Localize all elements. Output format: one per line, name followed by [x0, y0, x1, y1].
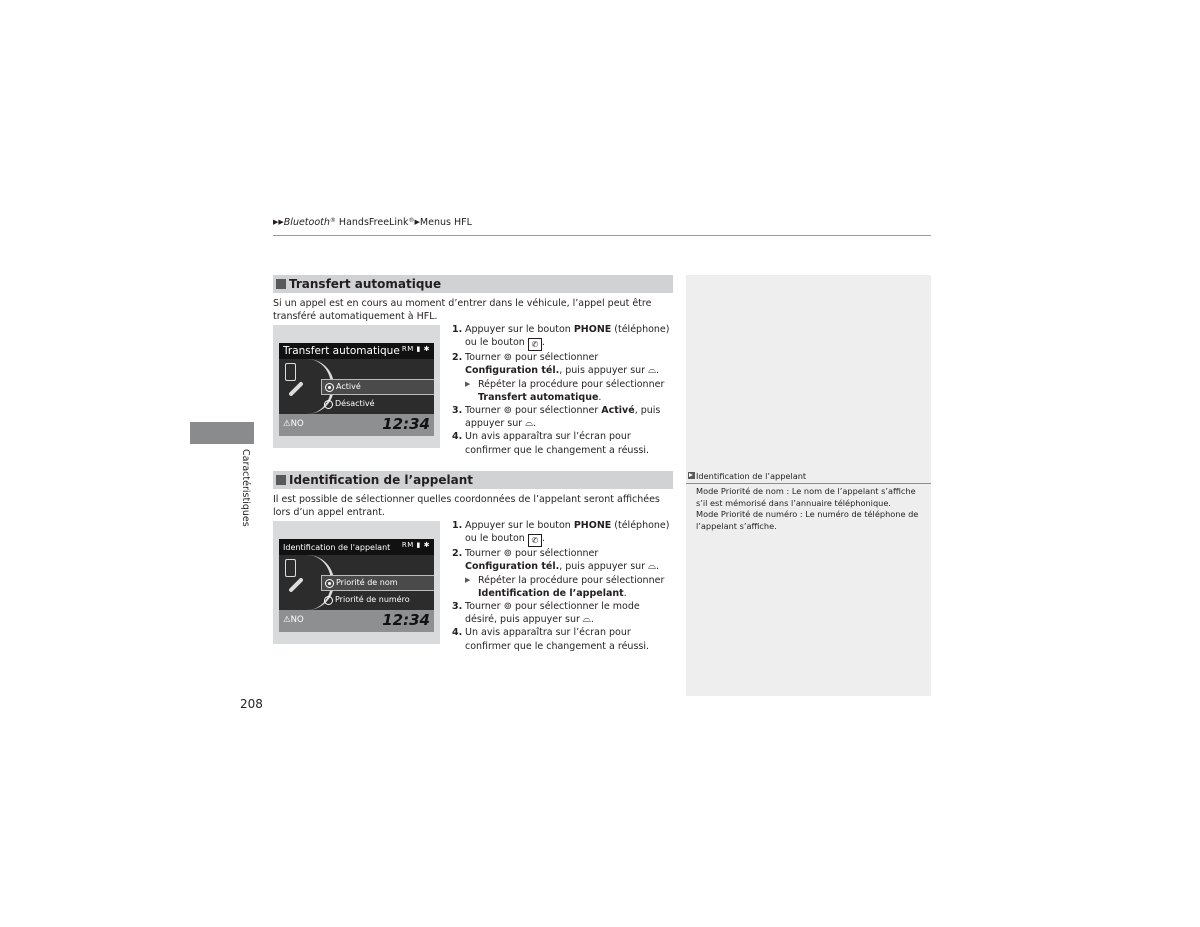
step-4: 4. Un avis apparaîtra sur l’écran pour confirmer que le changement a réussi. — [452, 627, 650, 652]
sub-arrow-icon: ▶ — [465, 379, 471, 388]
clock: 12:34 — [382, 611, 430, 629]
press-knob-icon: ⌓ — [648, 561, 657, 573]
radio-off-icon — [324, 400, 333, 409]
screen-title: Transfert automatique — [283, 345, 400, 357]
breadcrumb-handsfreelink: HandsFreeLink — [335, 217, 409, 228]
chapter-tab — [190, 422, 254, 444]
navigation-status: ⚠NO — [283, 615, 304, 625]
header-rule — [273, 235, 931, 236]
display-screen — [279, 539, 434, 632]
step-2: 2. Tourner ⊚ pour sélectionner Configuration tél., puis appuyer sur ⌓. ▶ Répéter la procédure pour sélectionner Transfert automatique. — [452, 351, 674, 404]
option-label: Activé — [336, 382, 361, 391]
step-2-sub: ▶ Répéter la procédure pour sélectionner Identification de l’appelant. — [465, 574, 665, 599]
section-heading-transfer — [273, 275, 673, 293]
registered-mark: ® — [329, 217, 336, 224]
section-heading-text: Identification de l’appelant — [289, 473, 473, 487]
chapter-label: Caractéristiques — [240, 449, 251, 527]
screen-status-bar — [279, 414, 434, 436]
section-intro: Si un appel est en cours au moment d’entrer dans le véhicule, l’appel peut être transféré automatiquement à HFL. — [273, 298, 652, 322]
press-knob-icon: ⌓ — [582, 614, 591, 626]
selector-knob-icon: ⊚ — [503, 352, 512, 364]
phone-button-icon: ✆ — [528, 338, 542, 351]
option-label: Priorité de numéro — [335, 595, 410, 604]
option-label: Priorité de nom — [336, 578, 398, 587]
section-square-icon — [276, 279, 286, 289]
phone-icon — [285, 363, 296, 381]
option-unselected — [321, 397, 375, 411]
note-heading — [688, 470, 930, 482]
screen-figure — [273, 521, 440, 644]
step-2-sub: ▶ Répéter la procédure pour sélectionner Transfert automatique. — [465, 378, 665, 403]
breadcrumb — [273, 214, 472, 230]
radio-on-icon — [325, 579, 334, 588]
signal-bluetooth-icon: RM ▮ ✱ — [401, 345, 430, 353]
press-knob-icon: ⌓ — [525, 418, 534, 430]
navigation-status: ⚠NO — [283, 419, 304, 429]
breadcrumb-arrow-icon: ▶▶ — [273, 218, 284, 226]
note-rule — [686, 483, 931, 484]
section-heading-caller-id — [273, 471, 673, 489]
selector-knob-icon: ⊚ — [503, 601, 512, 613]
screen-title: Identification de l'appelant — [283, 543, 391, 552]
display-screen — [279, 343, 434, 436]
step-2: 2. Tourner ⊚ pour sélectionner Configuration tél., puis appuyer sur ⌓. ▶ Répéter la procédure pour sélectionner Identification de l’appelant. — [452, 547, 674, 600]
breadcrumb-arrow-icon: ▶ — [414, 218, 420, 226]
option-selected — [321, 379, 434, 395]
signal-bluetooth-icon: RM ▮ ✱ — [401, 541, 430, 549]
screen-status-bar — [279, 610, 434, 632]
steps-list — [452, 519, 674, 653]
section-intro: Il est possible de sélectionner quelles coordonnées de l’appelant seront affichées lors d’un appel entrant. — [273, 494, 660, 518]
option-unselected — [321, 593, 410, 607]
option-selected — [321, 575, 434, 591]
note-line-number-priority: Mode Priorité de numéro : Le numéro de téléphone de l’appelant s’affiche. — [696, 509, 919, 531]
step-1: 1. Appuyer sur le bouton PHONE (téléphone) ou le bouton ✆ . — [452, 324, 670, 350]
screen-figure — [273, 325, 440, 448]
selector-knob-icon: ⊚ — [503, 548, 512, 560]
note-body — [696, 486, 924, 532]
step-4: 4. Un avis apparaîtra sur l’écran pour confirmer que le changement a réussi. — [452, 431, 650, 456]
note-line-name-priority: Mode Priorité de nom : Le nom de l’appelant s’affiche s’il est mémorisé dans l’annuaire téléphonique. — [696, 486, 916, 508]
registered-mark: ® — [408, 217, 415, 224]
steps-list — [452, 323, 674, 457]
phone-button-icon: ✆ — [528, 534, 542, 547]
breadcrumb-bluetooth: Bluetooth — [283, 217, 330, 228]
radio-on-icon — [325, 383, 334, 392]
sub-arrow-icon: ▶ — [465, 575, 471, 584]
section-square-icon — [276, 475, 286, 485]
clock: 12:34 — [382, 415, 430, 433]
section-heading-text: Transfert automatique — [289, 277, 442, 291]
phone-icon — [285, 559, 296, 577]
step-3: 3. Tourner ⊚ pour sélectionner Activé, puis appuyer sur ⌓. — [452, 405, 661, 430]
option-label: Désactivé — [335, 399, 375, 408]
page-number: 208 — [240, 697, 263, 711]
radio-off-icon — [324, 596, 333, 605]
step-1: 1. Appuyer sur le bouton PHONE (téléphone) ou le bouton ✆ . — [452, 520, 670, 546]
step-3: 3. Tourner ⊚ pour sélectionner le mode désiré, puis appuyer sur ⌓. — [452, 601, 640, 626]
breadcrumb-menus-hfl: Menus HFL — [419, 217, 472, 228]
note-reference-icon — [688, 472, 695, 479]
press-knob-icon: ⌓ — [648, 365, 657, 377]
note-heading-text: Identification de l’appelant — [696, 471, 807, 481]
selector-knob-icon: ⊚ — [503, 405, 512, 417]
